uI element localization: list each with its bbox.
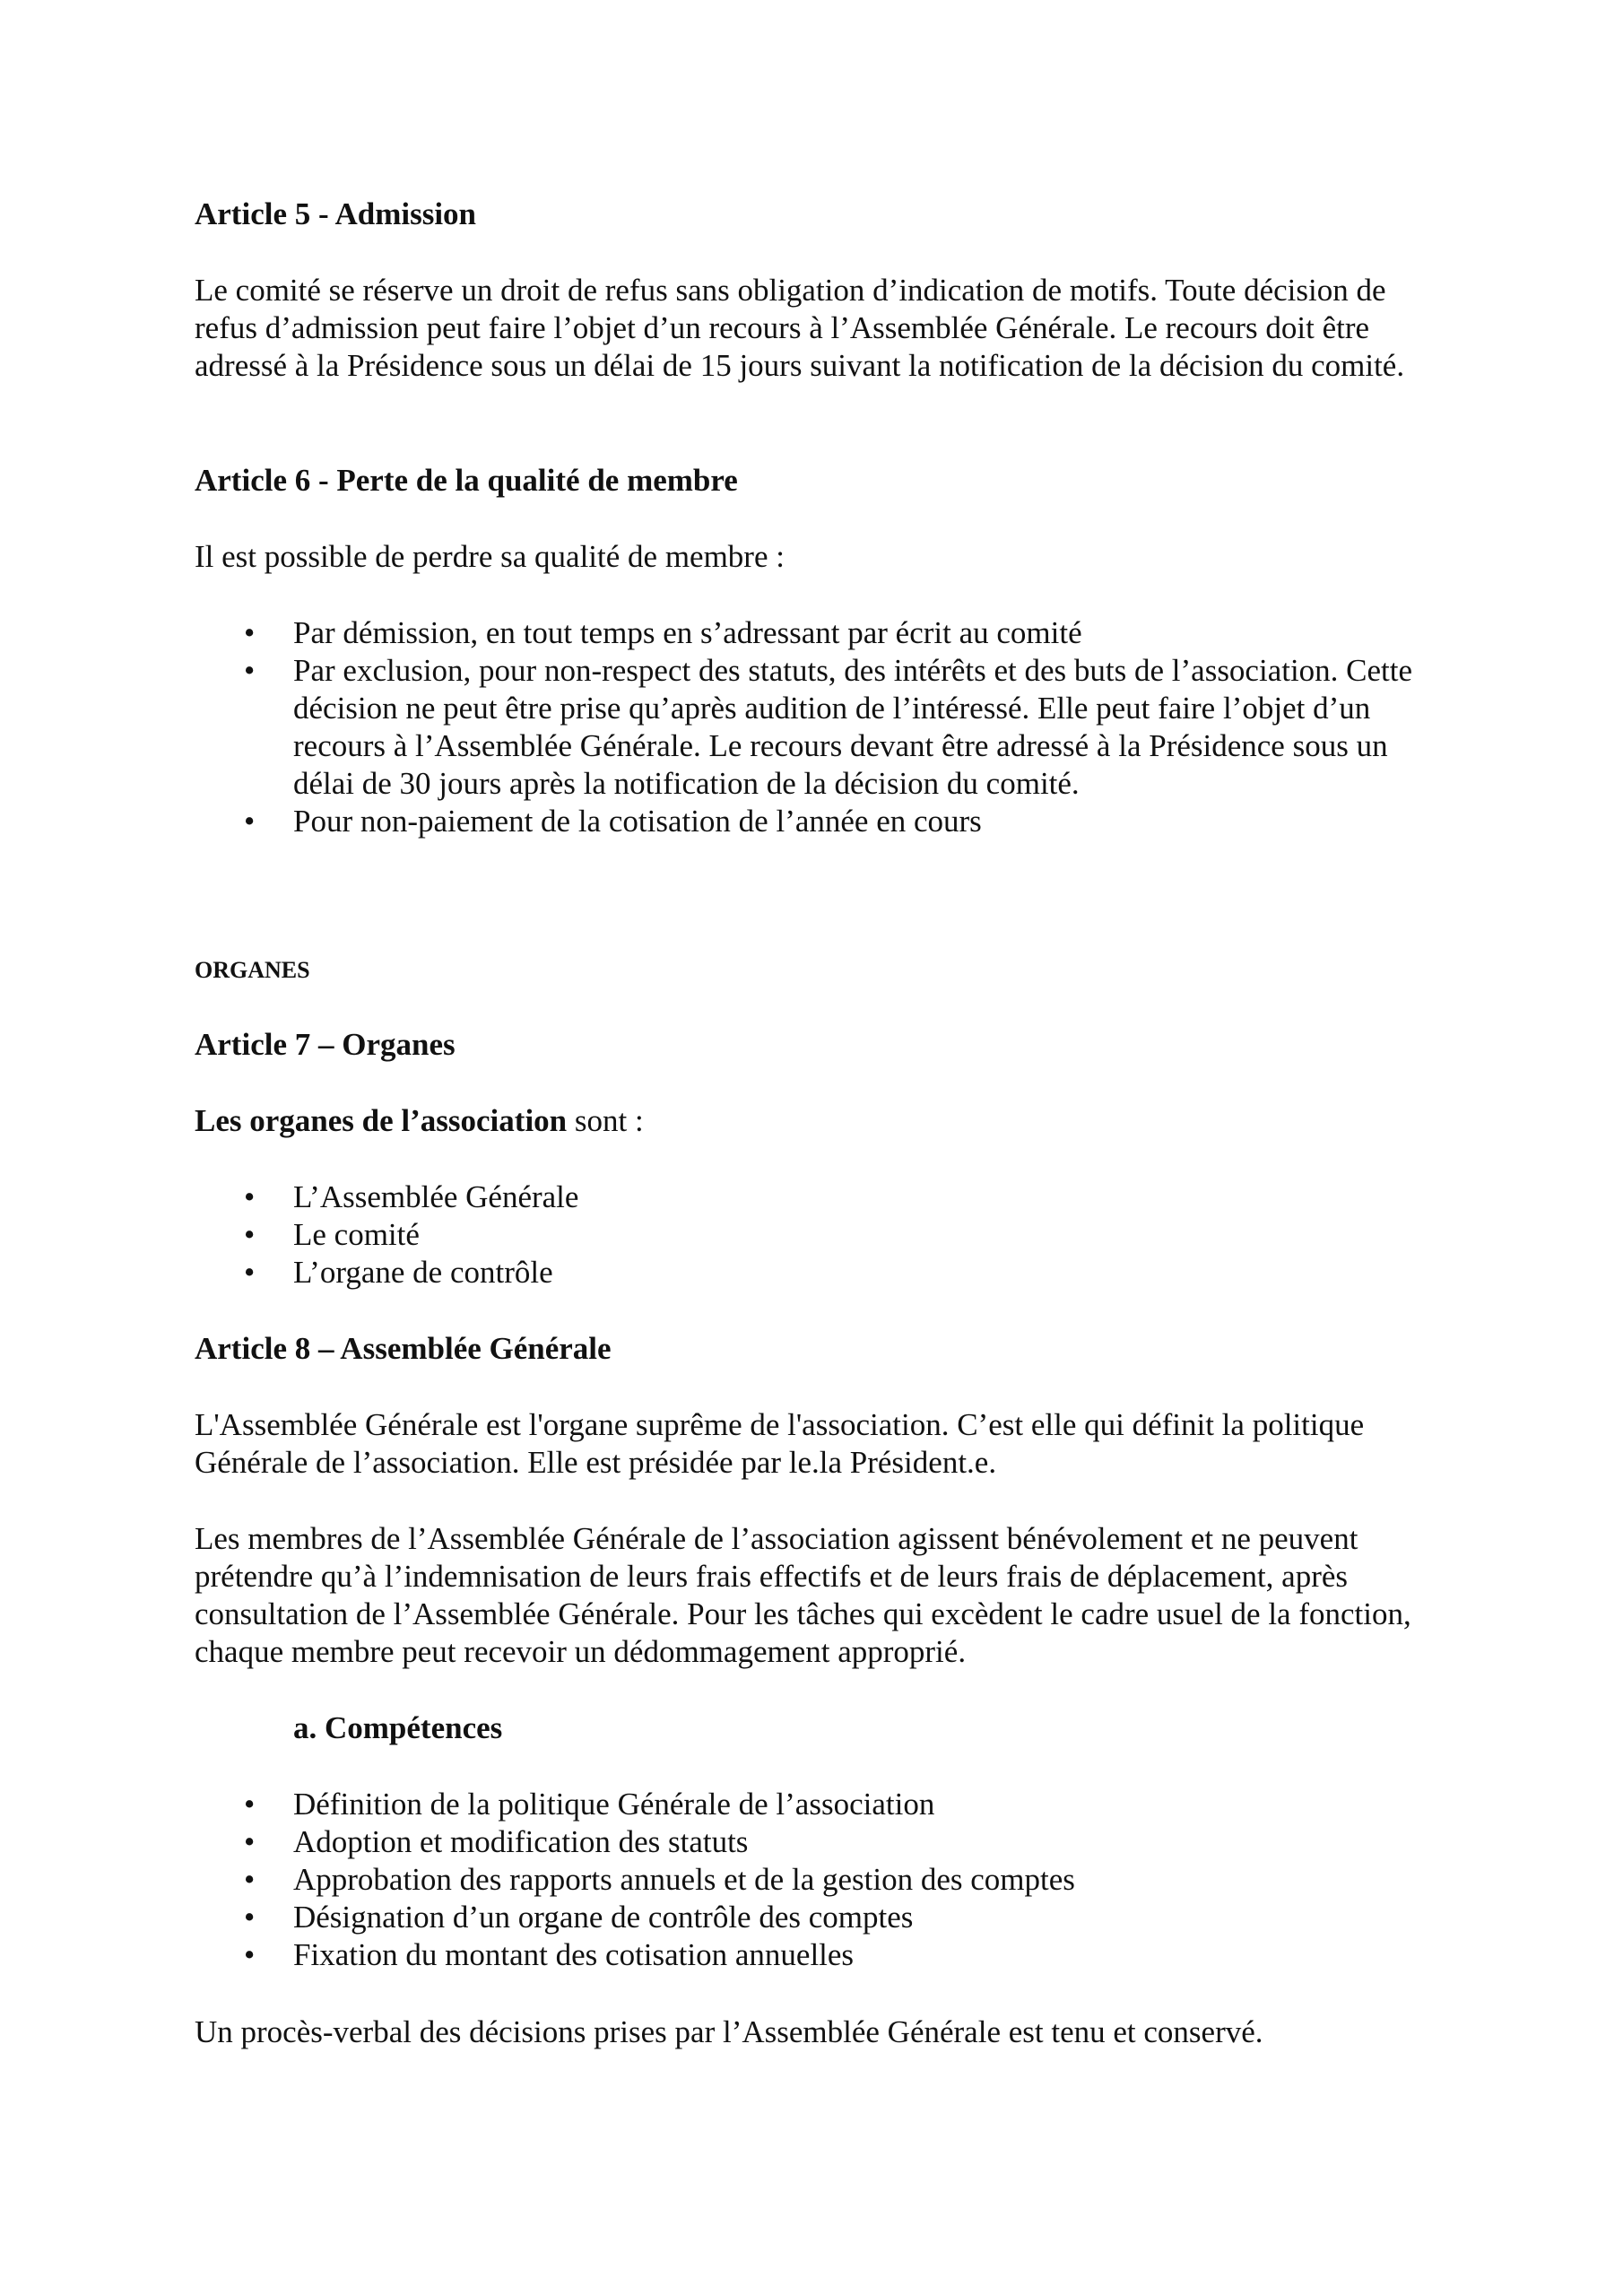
article-7-list — [195, 1178, 1450, 1292]
list-item: • L’organe de contrôle — [244, 1255, 553, 1290]
bullet-icon: • — [244, 1217, 256, 1252]
article-6-title: Article 6 - Perte de la qualité de membre — [195, 463, 738, 498]
list-item: • L’Assemblée Générale — [244, 1179, 579, 1214]
bullet-icon: • — [244, 1179, 256, 1214]
article-8-title: Article 8 – Assemblée Générale — [195, 1331, 612, 1366]
bullet-icon: • — [244, 804, 256, 839]
article-8-paragraph-2: Les membres de l’Assemblée Générale de l’association agissent bénévolement et ne peuvent prétendre qu’à l’indemnisation de leurs frais effectifs et de leurs frais de déplacement, après consultation de l’Assemblée Générale. Pour les tâches qui excèdent le cadre usuel de la fonction, chaque membre peut recevoir un dédommagement approprié. — [195, 1521, 1411, 1669]
bullet-icon: • — [244, 1900, 256, 1935]
section-title-organes: ORGANES — [195, 957, 310, 983]
list-item: • Par exclusion, pour non-respect des statuts, des intérêts et des buts de l’association. Cette décision ne peut être prise qu’après audition de l’intéressé. Elle peut faire l’objet d’un recours à l’Assemblée Générale. Le recours devant être adressé à la Présidence sous un délai de 30 jours après la notification de la décision du comité. — [244, 653, 1413, 801]
article-6-intro: Il est possible de perdre sa qualité de membre : — [195, 539, 785, 574]
list-item: • Par démission, en tout temps en s’adressant par écrit au comité — [244, 615, 1082, 650]
article-8-paragraph-1: L'Assemblée Générale est l'organe suprême de l'association. C’est elle qui définit la politique Générale de l’association. Elle est présidée par le.la Président.e. — [195, 1407, 1365, 1480]
bullet-icon: • — [244, 1824, 256, 1859]
article-6-list — [195, 614, 1450, 840]
bullet-icon: • — [244, 615, 256, 650]
article-5-title: Article 5 - Admission — [195, 196, 477, 231]
bullet-icon: • — [244, 1255, 256, 1290]
bullet-icon: • — [244, 1787, 256, 1822]
list-item: • Désignation d’un organe de contrôle des comptes — [244, 1900, 914, 1935]
list-item: • Fixation du montant des cotisation annuelles — [244, 1937, 855, 1972]
bullet-icon: • — [244, 1862, 256, 1897]
list-item: • Approbation des rapports annuels et de la gestion des comptes — [244, 1862, 1075, 1897]
list-item: • Pour non-paiement de la cotisation de l’année en cours — [244, 804, 982, 839]
list-item: • Adoption et modification des statuts — [244, 1824, 749, 1859]
article-7-intro: Les organes de l’association sont : — [195, 1103, 644, 1138]
list-item: • Le comité — [244, 1217, 420, 1252]
competences-subtitle: a. Compétences — [293, 1710, 503, 1745]
article-7-title: Article 7 – Organes — [195, 1027, 456, 1062]
article-8-closing: Un procès-verbal des décisions prises par l’Assemblée Générale est tenu et conservé. — [195, 2014, 1263, 2049]
list-item: • Définition de la politique Générale de l’association — [244, 1787, 935, 1822]
bullet-icon: • — [244, 653, 256, 688]
article-5-body: Le comité se réserve un droit de refus sans obligation d’indication de motifs. Toute décision de refus d’admission peut faire l’objet d’un recours à l’Assemblée Générale. Le recours doit être adressé à la Présidence sous un délai de 15 jours suivant la notification de la décision du comité. — [195, 273, 1405, 383]
competences-list — [195, 1786, 1450, 1974]
bullet-icon: • — [244, 1937, 256, 1972]
